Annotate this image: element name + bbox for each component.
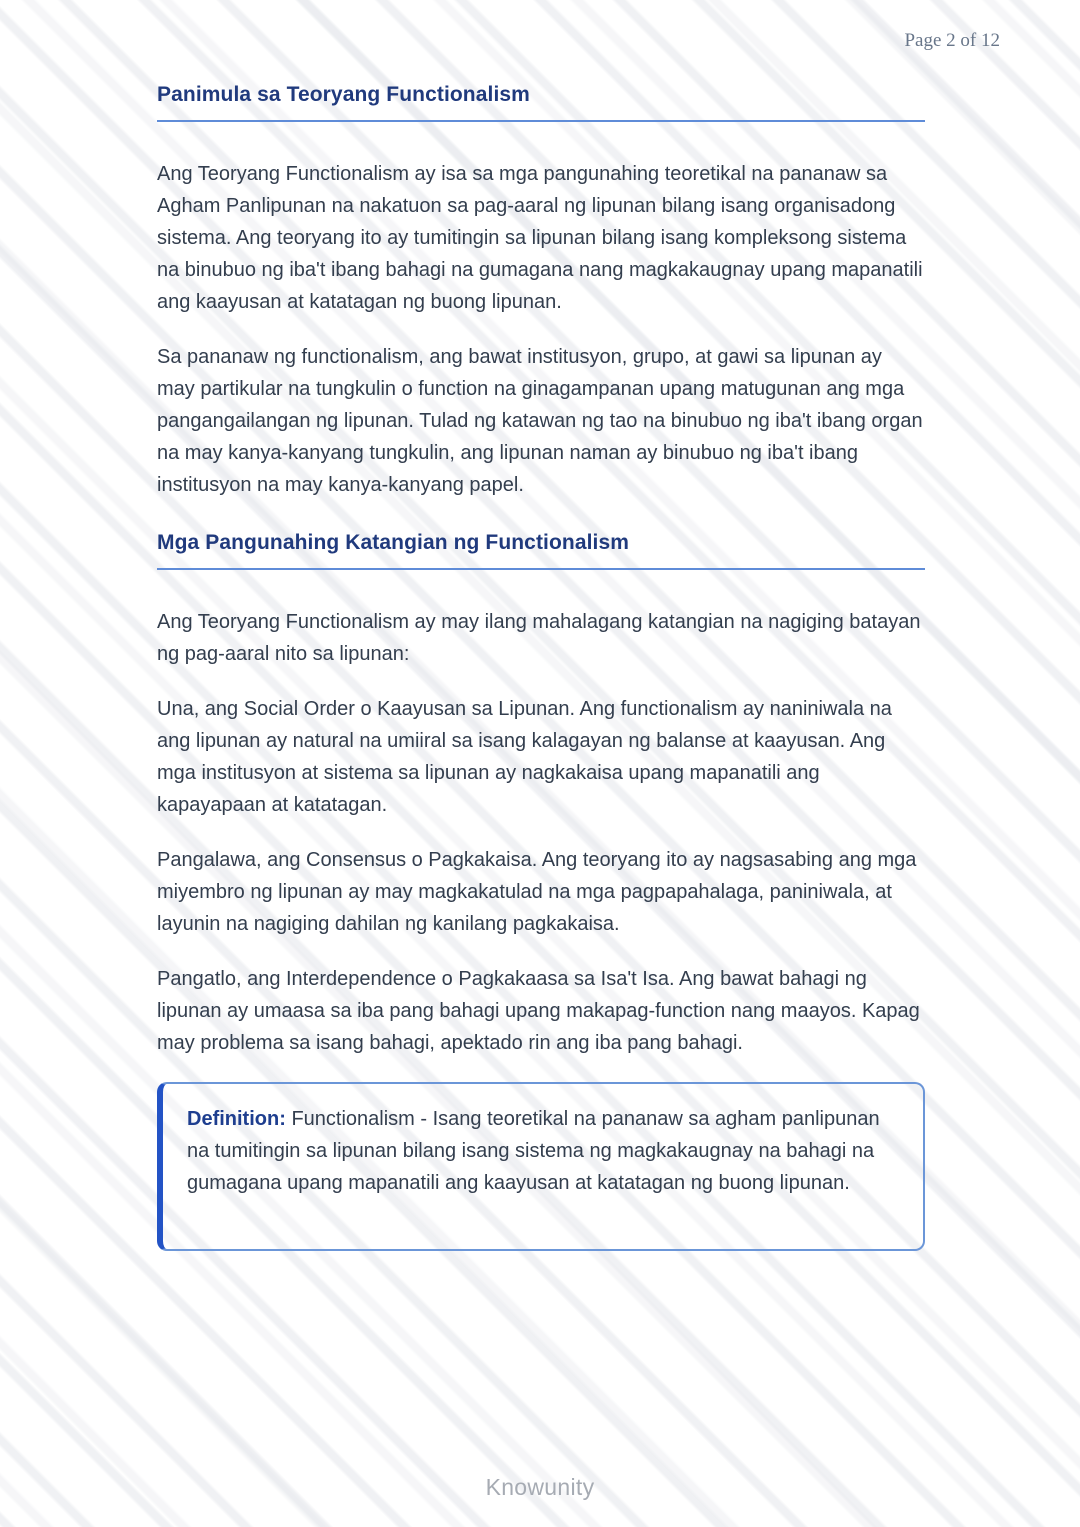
section-katangian bbox=[157, 531, 925, 1059]
page-number: Page 2 of 12 bbox=[904, 30, 1000, 51]
paragraph: Ang Teoryang Functionalism ay isa sa mga pangunahing teoretikal na pananaw sa Agham Panlipunan na nakatuon sa pag-aaral ng lipunan bilang isang organisadong sistema. Ang teoryang ito ay tumitingin sa lipunan bilang isang kompleksong sistema na binubuo ng iba't ibang bahagi na gumagana nang magkakaugnay upang mapanatili ang kaayusan at katatagan ng buong lipunan. bbox=[157, 163, 923, 313]
definition-body: Functionalism - Isang teoretikal na pananaw sa agham panlipunan na tumitingin sa lipunan bilang isang sistema ng magkakaugnay na bahagi na gumagana upang mapanatili ang kaayusan at katatagan ng buong lipunan. bbox=[187, 1108, 880, 1194]
definition-text bbox=[187, 1103, 899, 1199]
paragraph: Pangalawa, ang Consensus o Pagkakaisa. Ang teoryang ito ay nagsasabing ang mga miyembro ng lipunan ay may magkakatulad na mga pagpapahalaga, paniniwala, at layunin na nagiging dahilan ng kanilang pagkakaisa. bbox=[157, 849, 917, 935]
brand-watermark: Knowunity bbox=[485, 1474, 595, 1500]
paragraph: Sa pananaw ng functionalism, ang bawat institusyon, grupo, at gawi sa lipunan ay may partikular na tungkulin o function na ginagampanan upang matugunan ang mga pangangailangan ng lipunan. Tulad ng katawan ng tao na binubuo ng iba't ibang organ na may kanya-kanyang tungkulin, ang lipunan naman ay binubuo ng iba't ibang institusyon na may kanya-kanyang papel. bbox=[157, 346, 923, 496]
section-panimula bbox=[157, 83, 925, 501]
definition-callout-box bbox=[157, 1082, 925, 1251]
section-heading: Mga Pangunahing Katangian ng Functionalism bbox=[157, 531, 925, 570]
definition-label: Definition: bbox=[187, 1108, 286, 1130]
section-heading: Panimula sa Teoryang Functionalism bbox=[157, 83, 925, 122]
paragraph: Pangatlo, ang Interdependence o Pagkakaasa sa Isa't Isa. Ang bawat bahagi ng lipunan ay umaasa sa iba pang bahagi upang makapag-function nang maayos. Kapag may problema sa isang bahagi, apektado rin ang iba pang bahagi. bbox=[157, 968, 920, 1054]
paragraph: Una, ang Social Order o Kaayusan sa Lipunan. Ang functionalism ay naniniwala na ang lipunan ay natural na umiiral sa isang kalagayan ng balanse at kaayusan. Ang mga institusyon at sistema sa lipunan ay nagkakaisa upang mapanatili ang kapayapaan at katatagan. bbox=[157, 698, 892, 816]
paragraph: Ang Teoryang Functionalism ay may ilang mahalagang katangian na nagiging batayan ng pag-aaral nito sa lipunan: bbox=[157, 611, 921, 665]
document-content bbox=[157, 83, 925, 1251]
